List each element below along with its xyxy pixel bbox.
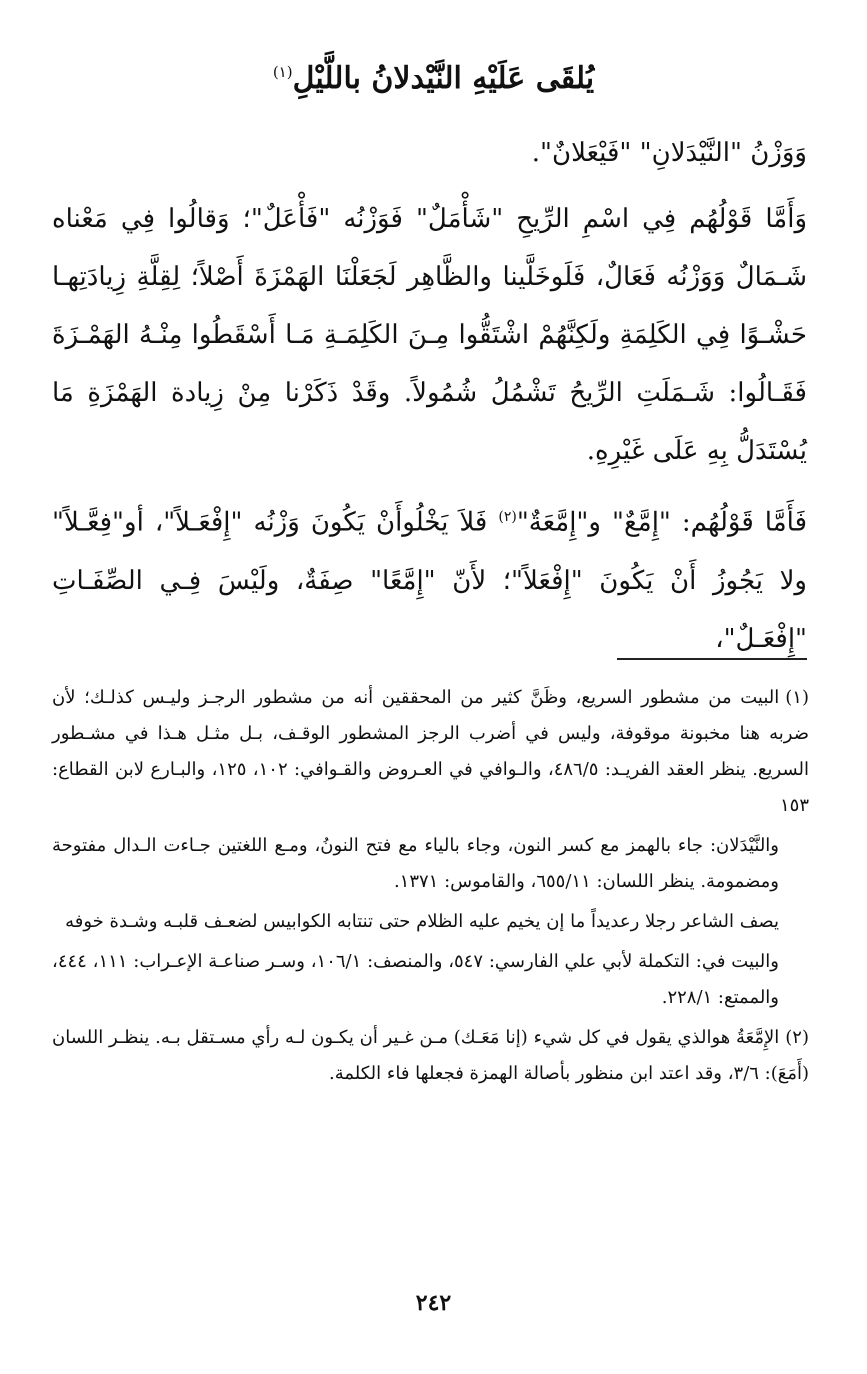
- footnote-1-continuation: يصف الشاعر رجلا رعديداً ما إن يخيم عليه الظلام حتى تنتابه الكوابيس لضعـف قلبـه وشـدة خوفه: [65, 911, 779, 932]
- footnote-2-number: (٢): [785, 1027, 809, 1048]
- footnote-1-number: (١): [785, 687, 809, 708]
- footnotes: [52, 680, 809, 1096]
- footnote-2: [52, 1020, 809, 1092]
- footnote-marker-2: (٢): [498, 509, 517, 525]
- footnote-1-text: البيت من مشطور السريع، وظَنَّ كثير من المحققين أنه من مشطور الرجـز وليـس كذلـك؛ لأن ضربه هنا مخبونة موقوفة، وليس في أضرب الرجز المشطور الوقـف، بـل مثـل هـذا في مشـطور السريع. ينظر العقد الفريـد: ٤٨٦/٥، والـوافي في العـروض والقـوافي: ١٠٢، ١٢٥، والبـارع لابن القطاع: ١٥٣: [52, 687, 809, 816]
- paragraph-3-end: فَلاَ يَخْلُوأَنْ يَكُونَ وَزْنُه "إِفْعَـلاً"، أو"فِعَّـلاً" ولا يَجُوزُ أَنْ يَكُونَ "إِفْعَلاً"؛ لأَنّ "إِمَّعًا" صِفَةٌ، ولَيْسَ فِـي الصِّفَـاتِ "إِفْعَـلٌ"،: [52, 507, 807, 654]
- verse-title-text: يُلقَى عَلَيْهِ النَّيْدلانُ باللَّيْلِ: [292, 61, 595, 96]
- footnote-1-continuation: والنَّيْدَلان: جاء بالهمز مع كسر النون، وجاء بالياء مع فتح النونُ، ومـع اللغتين جـاءت الـدال مفتوحة ومضمومة. ينظر اللسان: ٦٥٥/١١، والقاموس: ١٣٧١.: [52, 835, 779, 892]
- footnote-2-text: الإِمَّعَةُ هوالذي يقول في كل شيء (إنا مَعَـك) مـن غـير أن يكـون لـه رأي مسـتقل بـه. ينظـر اللسان (أَمَعَ): ٣/٦، وقد اعتد ابن منظور بأصالة الهمزة فجعلها فاء الكلمة.: [52, 1027, 809, 1084]
- paragraph-2: وَأَمَّا قَوْلُهُم فِي اسْمِ الرِّيحِ "شَأْمَلٌ" فَوَزْنُه "فَأْعَلٌ"؛ وَقالُوا فِي مَعْناه شَـمَالٌ وَوَزْنُه فَعَالٌ، فَلَوخَلَّينا والظَّاهِر لَجَعَلْنَا الهَمْزَةَ أَصْلاً؛ لِقِلَّةِ زِيادَتِهـا حَشْـوًا فِي الكَلِمَةِ ولَكِنَّهُمْ اشْتَقُّوا مِـنَ الكَلِمَـةِ مَـا أَسْقَطُوا مِنْـهُ الهَمْـزَةَ فَقَـالُوا: شَـمَلَتِ الرِّيحُ تَشْمُلُ شُمُولاً. وقَدْ ذَكَرْنا مِنْ زِيادة الهَمْزَةِ مَا يُسْتَدَلُّ بِهِ عَلَى غَيْرِهِ.: [52, 204, 807, 466]
- footnote-separator: [617, 658, 807, 660]
- page-number: ٢٤٢: [415, 1290, 452, 1316]
- footnote-marker-1: (١): [272, 63, 293, 81]
- paragraph-3-start: فَأَمَّا قَوْلُهُم: "إِمَّعٌ" و"إِمَّعَةٌ": [516, 507, 807, 538]
- verse-title: [0, 44, 867, 107]
- paragraph-3: [52, 488, 807, 668]
- footnote-1: [52, 680, 809, 824]
- footnote-1-continuation: والبيت في: التكملة لأبي علي الفارسي: ٥٤٧، والمنصف: ١٠٦/١، وسـر صناعـة الإعـراب: ١١١، ٤٤٤، والممتع: ٢٢٨/١.: [52, 951, 779, 1008]
- paragraph-1: وَوَزْنُ "النَّيْدَلانِ" "فَيْعَلانٌ".: [531, 138, 807, 168]
- main-text: [52, 124, 807, 676]
